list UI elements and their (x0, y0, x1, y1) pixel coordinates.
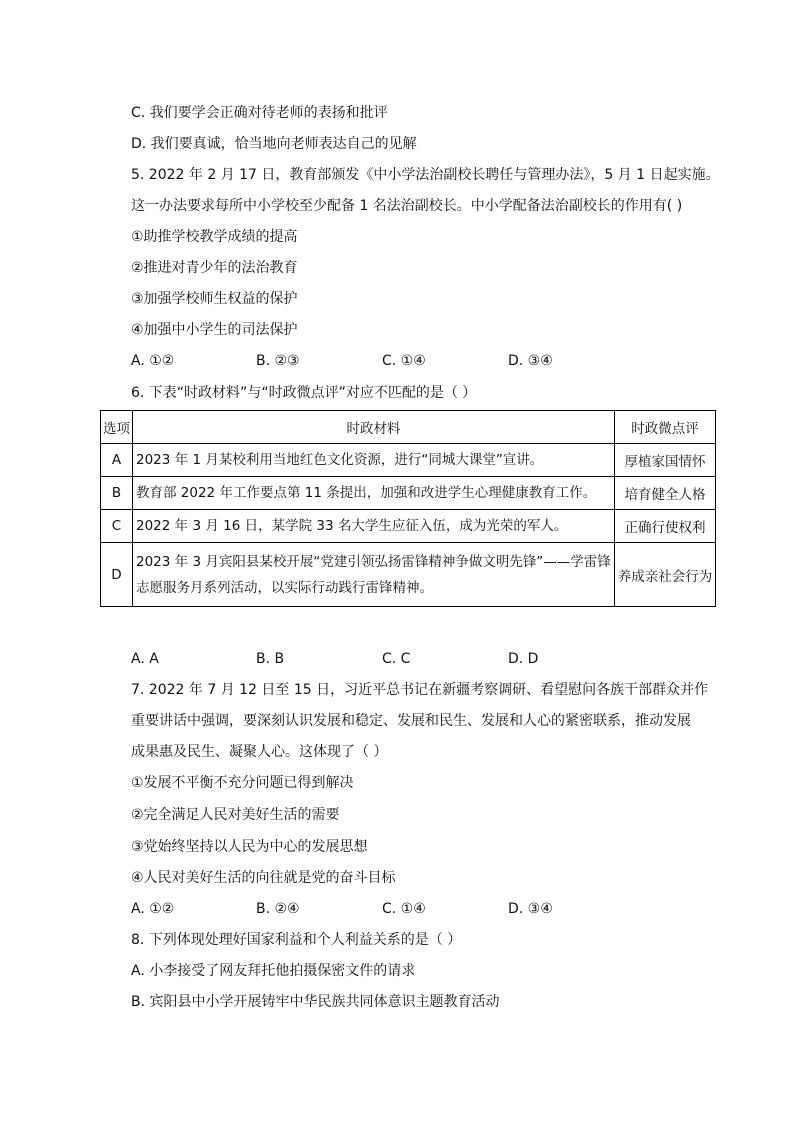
q7-options (131, 900, 651, 918)
q5-item-2: ②推进对青少年的法治教育 (131, 260, 298, 276)
q5-item-4: ④加强中小学生的司法保护 (131, 322, 298, 338)
table-row (101, 477, 716, 510)
table-header-comment: 时政微点评 (615, 411, 716, 444)
table-row (101, 510, 716, 543)
row-d-option: D (101, 543, 133, 607)
row-b-option: B (101, 477, 133, 510)
q5-item-3: ③加强学校师生权益的保护 (131, 291, 298, 307)
q5-option-d: D. ③④ (508, 353, 553, 369)
row-a-material: 2023 年 1 月某校利用当地红色文化资源，进行“同城大课堂”宣讲。 (133, 444, 615, 477)
q8-option-a: A. 小李接受了网友拜托他拍摄保密文件的请求 (131, 963, 416, 979)
q6-option-d: D. D (508, 651, 539, 667)
table-row (101, 543, 716, 607)
q7-stem-line1: 7. 2022 年 7 月 12 日至 15 日，习近平总书记在新疆考察调研、看望慰问各族干部群众并作 (131, 682, 709, 698)
q7-option-d: D. ③④ (508, 901, 553, 917)
q6-option-c: C. C (382, 651, 411, 667)
q4-option-c: C. 我们要学会正确对待老师的表扬和批评 (131, 105, 388, 121)
row-a-comment: 厚植家国情怀 (615, 444, 716, 477)
q8-stem: 8. 下列体现处理好国家利益和个人利益关系的是（ ） (131, 932, 462, 948)
q7-option-c: C. ①④ (382, 901, 426, 917)
row-b-material: 教育部 2022 年工作要点第 11 条提出，加强和改进学生心理健康教育工作。 (133, 477, 615, 510)
q6-table (100, 410, 716, 607)
row-d-comment: 养成亲社会行为 (615, 543, 716, 607)
q5-option-a: A. ①② (131, 353, 175, 369)
row-c-material: 2022 年 3 月 16 日，某学院 33 名大学生应征入伍，成为光荣的军人。 (133, 510, 615, 543)
q7-option-b: B. ②④ (256, 901, 300, 917)
row-c-comment: 正确行使权利 (615, 510, 716, 543)
row-b-comment: 培育健全人格 (615, 477, 716, 510)
q5-options (131, 352, 651, 370)
row-a-option: A (101, 444, 133, 477)
q7-stem-line2: 重要讲话中强调，要深刻认识发展和稳定、发展和民生、发展和人心的紧密联系，推动发展 (131, 713, 691, 729)
q7-item-1: ①发展不平衡不充分问题已得到解决 (131, 775, 354, 791)
q5-item-1: ①助推学校教学成绩的提高 (131, 229, 298, 245)
q6-options (131, 650, 651, 668)
q4-option-d: D. 我们要真诚，恰当地向老师表达自己的见解 (131, 136, 417, 152)
table-header-material: 时政材料 (133, 411, 615, 444)
q7-stem-line3: 成果惠及民生、凝聚人心。这体现了（ ） (131, 744, 388, 760)
q7-item-2: ②完全满足人民对美好生活的需要 (131, 807, 340, 823)
q8-option-b: B. 宾阳县中小学开展铸牢中华民族共同体意识主题教育活动 (131, 994, 500, 1010)
q6-option-b: B. B (256, 651, 285, 667)
q7-option-a: A. ①② (131, 901, 175, 917)
q7-item-4: ④人民对美好生活的向往就是党的奋斗目标 (131, 870, 396, 886)
q5-stem-line2: 这一办法要求每所中小学校至少配备 1 名法治副校长。中小学配备法治副校长的作用有( ) (131, 198, 683, 214)
q6-option-a: A. A (131, 651, 159, 667)
q5-stem-line1: 5. 2022 年 2 月 17 日，教育部颁发《中小学法治副校长聘任与管理办法》，5 月 1 日起实施。 (131, 167, 720, 183)
q6-stem: 6. 下表“时政材料”与“时政微点评”对应不匹配的是（ ） (131, 385, 477, 401)
table-header-option: 选项 (101, 411, 133, 444)
q5-option-b: B. ②③ (256, 353, 300, 369)
row-d-material: 2023 年 3 月宾阳县某校开展“党建引领弘扬雷锋精神争做文明先锋”——学雷锋志愿服务月系列活动，以实际行动践行雷锋精神。 (133, 543, 615, 607)
q7-item-3: ③党始终坚持以人民为中心的发展思想 (131, 839, 368, 855)
table-row (101, 444, 716, 477)
table-header-row (101, 411, 716, 444)
row-c-option: C (101, 510, 133, 543)
q5-option-c: C. ①④ (382, 353, 426, 369)
